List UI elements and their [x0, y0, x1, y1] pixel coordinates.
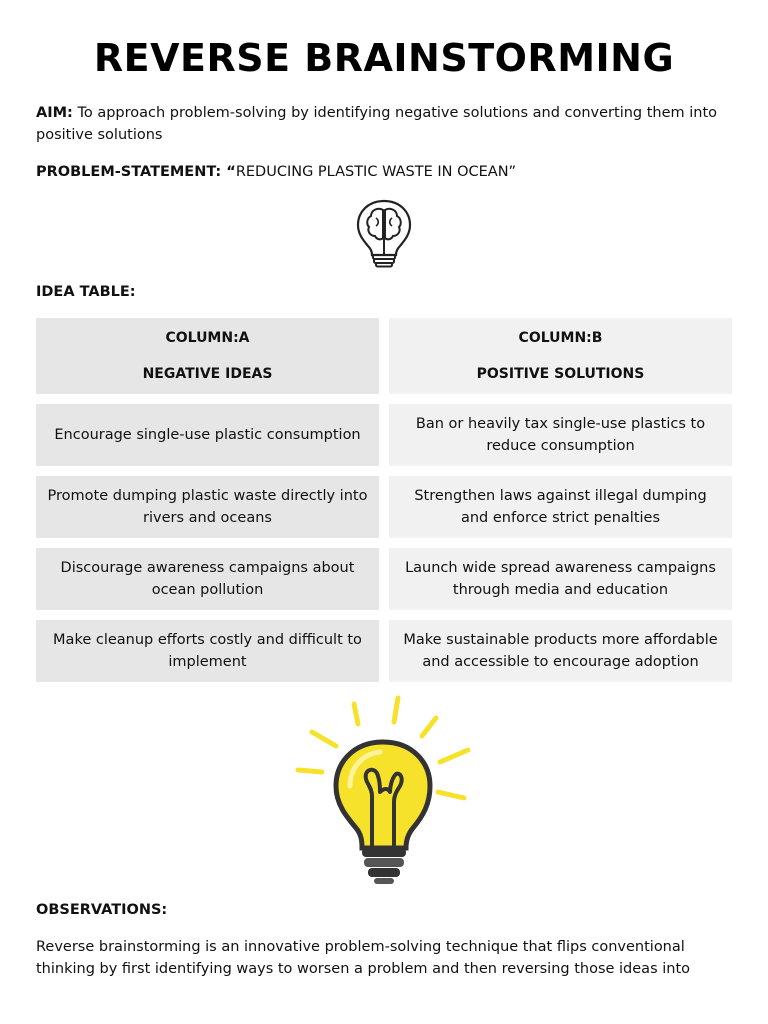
aim-text: To approach problem-solving by identifying negative solutions and converting them into positive solutions [36, 105, 718, 143]
page-title: REVERSE BRAINSTORMING [93, 36, 675, 80]
column-b-title: COLUMN:B [518, 330, 603, 346]
problem-statement [36, 161, 736, 183]
observations-label: OBSERVATIONS: [36, 902, 168, 918]
lightbulb-icon [290, 692, 480, 888]
negative-idea-cell: Encourage single-use plastic consumption [36, 404, 379, 466]
positive-solution-cell: Ban or heavily tax single-use plastics to reduce consumption [389, 404, 732, 466]
column-a-subtitle: NEGATIVE IDEAS [142, 366, 273, 382]
problem-text: REDUCING PLASTIC WASTE IN OCEAN” [235, 164, 517, 180]
table-row [36, 548, 732, 610]
observations-text: Reverse brainstorming is an innovative problem-solving technique that flips conventional thinking by first identifying ways to worsen a problem and then reversing those ideas into [36, 939, 691, 977]
negative-idea-cell: Promote dumping plastic waste directly into rivers and oceans [36, 476, 379, 538]
table-row [36, 404, 732, 466]
positive-solution-cell: Make sustainable products more affordable and accessible to encourage adoption [389, 620, 732, 682]
column-a-header [36, 318, 379, 394]
idea-table [36, 318, 732, 692]
column-b-subtitle: POSITIVE SOLUTIONS [476, 366, 645, 382]
column-b-header [389, 318, 732, 394]
aim-paragraph [36, 102, 736, 146]
problem-label: PROBLEM-STATEMENT: “ [36, 164, 236, 180]
brain-lightbulb-icon [352, 198, 416, 268]
aim-label: AIM: [36, 105, 73, 121]
negative-idea-cell: Make cleanup efforts costly and difficult to implement [36, 620, 379, 682]
table-header-row [36, 318, 732, 394]
table-row [36, 620, 732, 682]
idea-table-label: IDEA TABLE: [36, 284, 136, 300]
positive-solution-cell: Strengthen laws against illegal dumping and enforce strict penalties [389, 476, 732, 538]
table-row [36, 476, 732, 538]
negative-idea-cell: Discourage awareness campaigns about ocean pollution [36, 548, 379, 610]
positive-solution-cell: Launch wide spread awareness campaigns through media and education [389, 548, 732, 610]
column-a-title: COLUMN:A [165, 330, 250, 346]
